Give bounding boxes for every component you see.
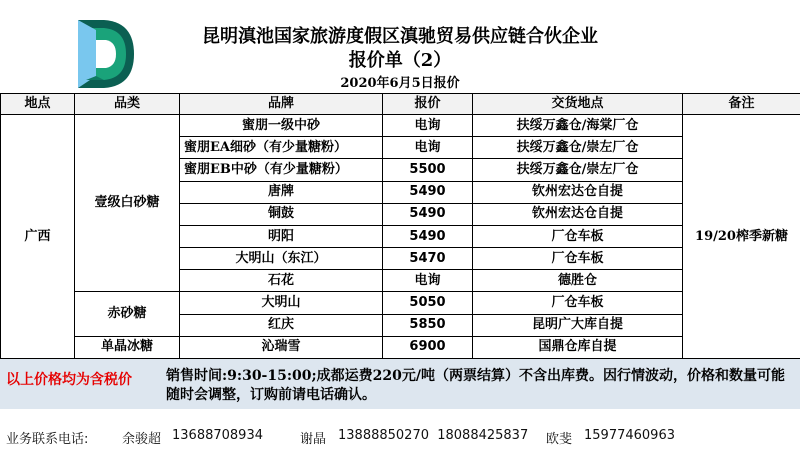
brand-cell: 蜜朋EA细砂（有少量糖粉） bbox=[180, 137, 383, 159]
brand-cell: 蜜朋EB中砂（有少量糖粉） bbox=[180, 159, 383, 181]
contact-phone: 13688708934 bbox=[172, 428, 263, 443]
brand-cell: 大明山（东江） bbox=[180, 248, 383, 270]
price-cell: 5490 bbox=[383, 181, 473, 203]
table-row bbox=[1, 336, 800, 358]
delivery-cell: 厂仓车板 bbox=[473, 225, 683, 247]
contact-label: 业务联系电话: bbox=[6, 432, 89, 447]
brand-cell: 红庆 bbox=[180, 314, 383, 336]
table-header-row bbox=[1, 94, 800, 115]
delivery-cell: 国鼎仓库自提 bbox=[473, 336, 683, 358]
company-name: 昆明滇池国家旅游度假区滇驰贸易供应链合伙企业 bbox=[202, 26, 598, 47]
brand-cell: 蜜朋一级中砂 bbox=[180, 115, 383, 137]
location-cell: 广西 bbox=[1, 115, 75, 359]
column-header: 地点 bbox=[1, 94, 75, 115]
remark-cell: 19/20榨季新糖 bbox=[683, 115, 800, 359]
table-row bbox=[1, 115, 800, 137]
price-cell: 电询 bbox=[383, 115, 473, 137]
category-cell: 赤砂糖 bbox=[75, 292, 180, 336]
brand-cell: 明阳 bbox=[180, 225, 383, 247]
delivery-cell: 扶绥万鑫仓/崇左厂仓 bbox=[473, 159, 683, 181]
delivery-cell: 厂仓车板 bbox=[473, 292, 683, 314]
document-title: 报价单（2） bbox=[348, 50, 452, 71]
delivery-cell: 钦州宏达仓自提 bbox=[473, 181, 683, 203]
delivery-cell: 扶绥万鑫仓/崇左厂仓 bbox=[473, 137, 683, 159]
price-cell: 5490 bbox=[383, 225, 473, 247]
contact-name: 谢晶 bbox=[300, 432, 327, 447]
contact-name: 欧斐 bbox=[546, 432, 573, 447]
category-cell: 壹级白砂糖 bbox=[75, 115, 180, 292]
column-header: 品牌 bbox=[180, 94, 383, 115]
contact-phone: 15977460963 bbox=[584, 428, 675, 443]
brand-cell: 唐牌 bbox=[180, 181, 383, 203]
sales-terms-text: 销售时间:9:30-15:00;成都运费220元/吨（两票结算）不含出库费。因行情波动，价格和数量可能随时会调整，订购前请电话确认。 bbox=[166, 368, 786, 403]
contact-name: 余骏超 bbox=[122, 432, 162, 447]
price-cell: 5050 bbox=[383, 292, 473, 314]
price-cell: 6900 bbox=[383, 336, 473, 358]
tax-included-note: 以上价格均为含税价 bbox=[6, 372, 132, 388]
brand-cell: 沁瑞雪 bbox=[180, 336, 383, 358]
column-header: 报价 bbox=[383, 94, 473, 115]
column-header: 备注 bbox=[683, 94, 800, 115]
price-table bbox=[0, 93, 800, 359]
price-cell: 5850 bbox=[383, 314, 473, 336]
column-header: 品类 bbox=[75, 94, 180, 115]
column-header: 交货地点 bbox=[473, 94, 683, 115]
contact-phone: 13888850270 18088425837 bbox=[338, 428, 529, 443]
price-cell: 5500 bbox=[383, 159, 473, 181]
price-cell: 5470 bbox=[383, 248, 473, 270]
brand-cell: 铜鼓 bbox=[180, 203, 383, 225]
price-cell: 5490 bbox=[383, 203, 473, 225]
category-cell: 单晶冰糖 bbox=[75, 336, 180, 358]
delivery-cell: 扶绥万鑫仓/海棠厂仓 bbox=[473, 115, 683, 137]
brand-cell: 大明山 bbox=[180, 292, 383, 314]
quote-date: 2020年6月5日报价 bbox=[340, 76, 460, 91]
delivery-cell: 厂仓车板 bbox=[473, 248, 683, 270]
price-cell: 电询 bbox=[383, 137, 473, 159]
table-row bbox=[1, 292, 800, 314]
brand-cell: 石花 bbox=[180, 270, 383, 292]
d-ribbon-logo-icon bbox=[74, 16, 138, 92]
delivery-cell: 昆明广大库自提 bbox=[473, 314, 683, 336]
price-cell: 电询 bbox=[383, 270, 473, 292]
delivery-cell: 德胜仓 bbox=[473, 270, 683, 292]
delivery-cell: 钦州宏达仓自提 bbox=[473, 203, 683, 225]
